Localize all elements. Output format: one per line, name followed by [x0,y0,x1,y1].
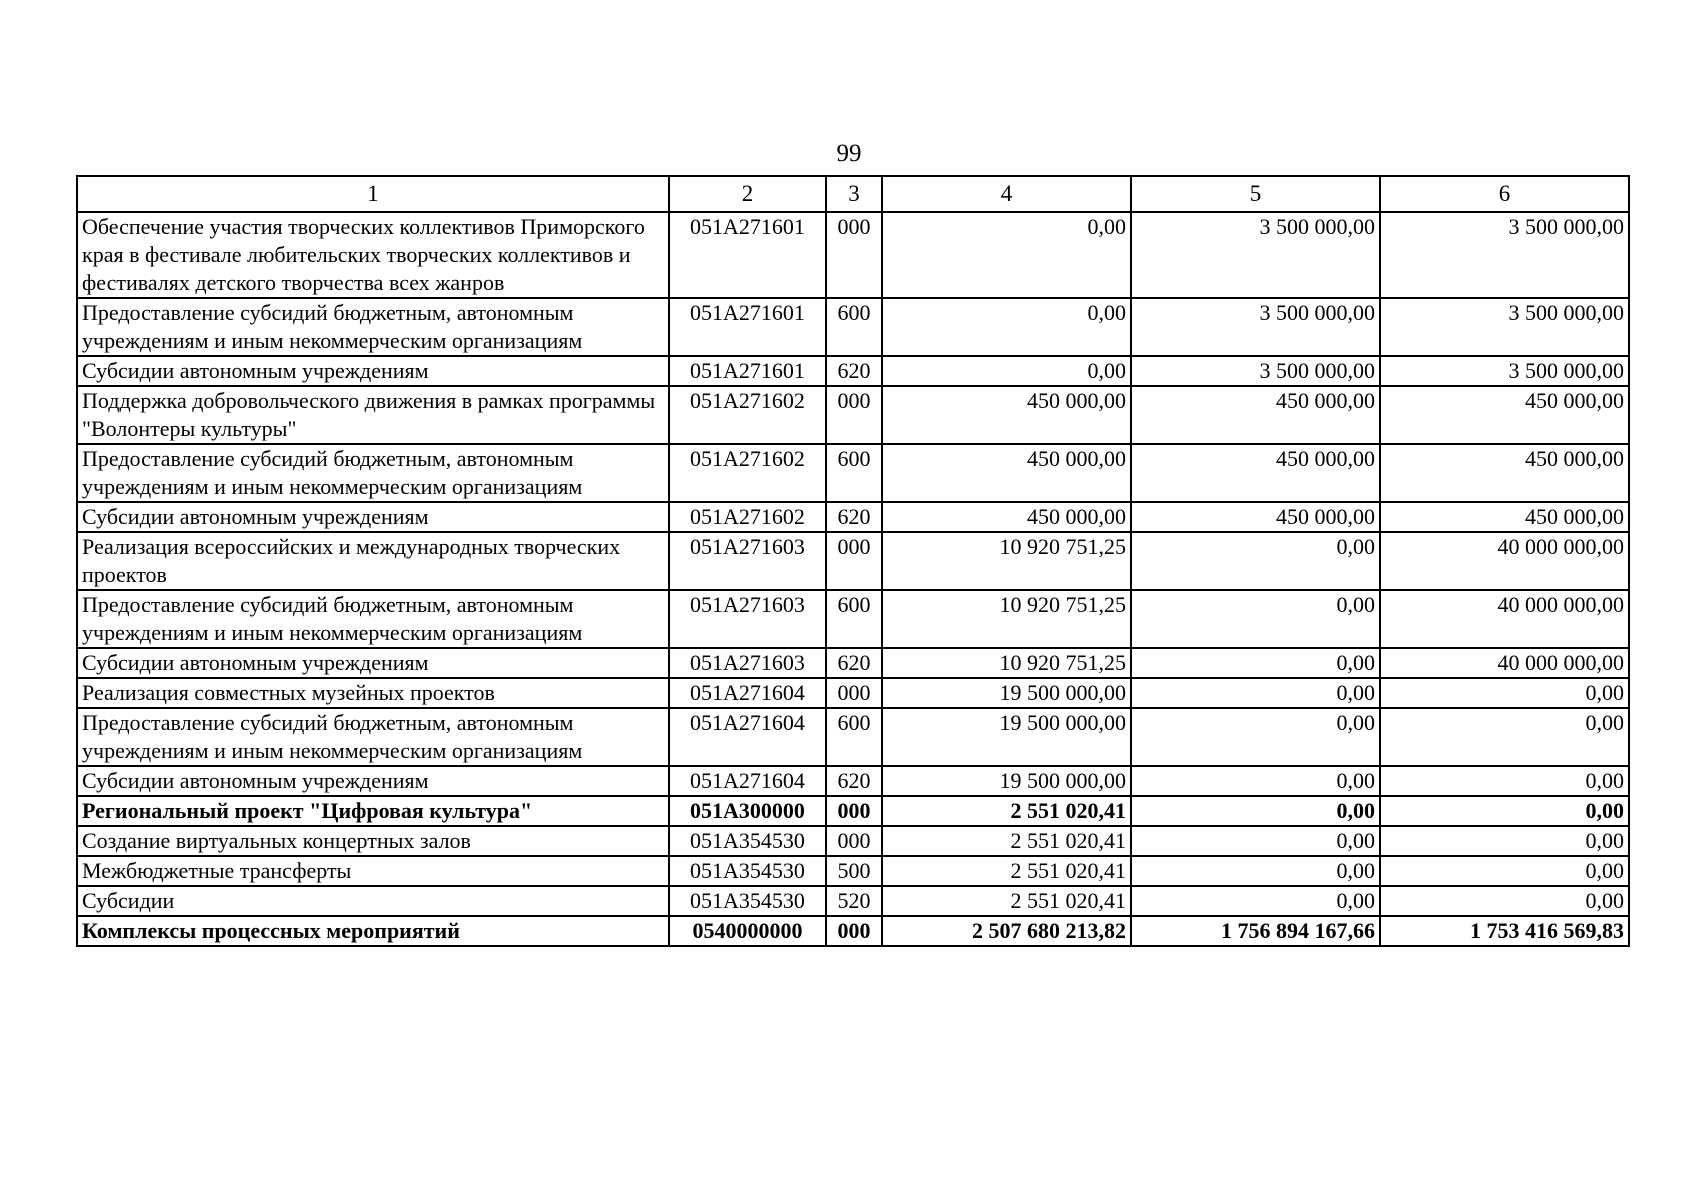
row-amount-col6-cell: 0,00 [1380,708,1629,766]
row-name-cell: Обеспечение участия творческих коллективов Приморского края в фестивале любительских творческих коллективов и фестивалях детского творчества всех жанров [77,212,669,298]
row-target-code-cell: 051A271601 [669,212,826,298]
row-name-cell: Субсидии автономным учреждениям [77,502,669,532]
row-amount-col5-cell: 450 000,00 [1131,502,1380,532]
row-expense-type-cell: 620 [826,648,882,678]
row-amount-col6-cell: 0,00 [1380,856,1629,886]
row-amount-col4-cell: 2 551 020,41 [882,886,1131,916]
row-target-code-cell: 051A354530 [669,826,826,856]
row-amount-col5-cell: 0,00 [1131,678,1380,708]
table-row [77,298,1629,356]
row-expense-type-cell: 600 [826,298,882,356]
row-amount-col5-cell: 0,00 [1131,856,1380,886]
row-amount-col6-cell: 40 000 000,00 [1380,532,1629,590]
row-name-cell: Комплексы процессных мероприятий [77,916,669,946]
table-row [77,532,1629,590]
table-row [77,386,1629,444]
row-expense-type-cell: 000 [826,532,882,590]
row-amount-col6-cell: 450 000,00 [1380,444,1629,502]
row-name-cell: Реализация всероссийских и международных творческих проектов [77,532,669,590]
row-name-cell: Субсидии автономным учреждениям [77,766,669,796]
table-row [77,826,1629,856]
budget-table [76,175,1630,947]
row-amount-col5-cell: 450 000,00 [1131,386,1380,444]
row-amount-col5-cell: 1 756 894 167,66 [1131,916,1380,946]
row-name-cell: Реализация совместных музейных проектов [77,678,669,708]
row-target-code-cell: 051A354530 [669,886,826,916]
row-amount-col6-cell: 3 500 000,00 [1380,212,1629,298]
row-amount-col5-cell: 3 500 000,00 [1131,212,1380,298]
row-amount-col4-cell: 0,00 [882,356,1131,386]
row-target-code-cell: 051A354530 [669,856,826,886]
row-amount-col4-cell: 19 500 000,00 [882,766,1131,796]
row-expense-type-cell: 000 [826,386,882,444]
row-amount-col6-cell: 0,00 [1380,826,1629,856]
row-target-code-cell: 051A271604 [669,766,826,796]
table-body [77,212,1629,946]
row-amount-col6-cell: 40 000 000,00 [1380,590,1629,648]
table-row [77,766,1629,796]
row-expense-type-cell: 600 [826,444,882,502]
row-expense-type-cell: 000 [826,796,882,826]
row-expense-type-cell: 600 [826,590,882,648]
page-number: 99 [836,140,862,167]
row-amount-col5-cell: 0,00 [1131,708,1380,766]
row-expense-type-cell: 600 [826,708,882,766]
row-amount-col4-cell: 0,00 [882,212,1131,298]
row-target-code-cell: 051A271604 [669,708,826,766]
row-expense-type-cell: 000 [826,826,882,856]
table-header-row [77,176,1629,212]
row-amount-col4-cell: 10 920 751,25 [882,648,1131,678]
table-row [77,708,1629,766]
row-amount-col4-cell: 19 500 000,00 [882,708,1131,766]
row-amount-col4-cell: 450 000,00 [882,502,1131,532]
column-header-6: 6 [1380,176,1629,212]
row-expense-type-cell: 000 [826,916,882,946]
row-target-code-cell: 051A271604 [669,678,826,708]
row-amount-col5-cell: 0,00 [1131,826,1380,856]
row-name-cell: Предоставление субсидий бюджетным, автономным учреждениям и иным некоммерческим организациям [77,298,669,356]
table-row [77,796,1629,826]
table-row [77,356,1629,386]
row-expense-type-cell: 500 [826,856,882,886]
row-amount-col6-cell: 3 500 000,00 [1380,298,1629,356]
row-expense-type-cell: 620 [826,502,882,532]
row-amount-col6-cell: 0,00 [1380,886,1629,916]
row-amount-col6-cell: 40 000 000,00 [1380,648,1629,678]
row-expense-type-cell: 520 [826,886,882,916]
column-header-2: 2 [669,176,826,212]
row-target-code-cell: 051A300000 [669,796,826,826]
table-row [77,856,1629,886]
row-name-cell: Предоставление субсидий бюджетным, автономным учреждениям и иным некоммерческим организациям [77,444,669,502]
table-row [77,502,1629,532]
row-amount-col5-cell: 0,00 [1131,886,1380,916]
row-amount-col6-cell: 450 000,00 [1380,502,1629,532]
row-target-code-cell: 051A271603 [669,532,826,590]
row-name-cell: Субсидии [77,886,669,916]
row-name-cell: Субсидии автономным учреждениям [77,648,669,678]
row-target-code-cell: 051A271602 [669,444,826,502]
row-target-code-cell: 0540000000 [669,916,826,946]
row-amount-col5-cell: 0,00 [1131,648,1380,678]
column-header-3: 3 [826,176,882,212]
row-amount-col4-cell: 2 507 680 213,82 [882,916,1131,946]
row-target-code-cell: 051A271603 [669,590,826,648]
row-name-cell: Региональный проект "Цифровая культура" [77,796,669,826]
row-amount-col5-cell: 3 500 000,00 [1131,356,1380,386]
row-amount-col4-cell: 2 551 020,41 [882,796,1131,826]
row-target-code-cell: 051A271602 [669,502,826,532]
table-row [77,678,1629,708]
row-amount-col4-cell: 10 920 751,25 [882,532,1131,590]
row-amount-col4-cell: 450 000,00 [882,444,1131,502]
row-amount-col6-cell: 0,00 [1380,766,1629,796]
table-row [77,648,1629,678]
column-header-5: 5 [1131,176,1380,212]
row-amount-col6-cell: 1 753 416 569,83 [1380,916,1629,946]
row-amount-col5-cell: 0,00 [1131,796,1380,826]
table-row [77,212,1629,298]
row-name-cell: Поддержка добровольческого движения в рамках программы "Волонтеры культуры" [77,386,669,444]
row-target-code-cell: 051A271601 [669,298,826,356]
row-amount-col5-cell: 450 000,00 [1131,444,1380,502]
row-amount-col4-cell: 2 551 020,41 [882,856,1131,886]
row-amount-col6-cell: 0,00 [1380,678,1629,708]
row-amount-col4-cell: 2 551 020,41 [882,826,1131,856]
row-name-cell: Создание виртуальных концертных залов [77,826,669,856]
table-row [77,590,1629,648]
row-expense-type-cell: 000 [826,212,882,298]
row-name-cell: Предоставление субсидий бюджетным, автономным учреждениям и иным некоммерческим организациям [77,708,669,766]
row-expense-type-cell: 620 [826,766,882,796]
row-amount-col4-cell: 0,00 [882,298,1131,356]
row-amount-col5-cell: 0,00 [1131,590,1380,648]
row-amount-col5-cell: 3 500 000,00 [1131,298,1380,356]
column-header-4: 4 [882,176,1131,212]
row-amount-col4-cell: 19 500 000,00 [882,678,1131,708]
column-header-1: 1 [77,176,669,212]
row-name-cell: Субсидии автономным учреждениям [77,356,669,386]
row-target-code-cell: 051A271602 [669,386,826,444]
row-amount-col5-cell: 0,00 [1131,532,1380,590]
row-amount-col5-cell: 0,00 [1131,766,1380,796]
row-amount-col4-cell: 10 920 751,25 [882,590,1131,648]
row-target-code-cell: 051A271603 [669,648,826,678]
table-row [77,886,1629,916]
row-expense-type-cell: 620 [826,356,882,386]
row-target-code-cell: 051A271601 [669,356,826,386]
row-amount-col6-cell: 450 000,00 [1380,386,1629,444]
row-name-cell: Межбюджетные трансферты [77,856,669,886]
row-amount-col6-cell: 3 500 000,00 [1380,356,1629,386]
table-row [77,444,1629,502]
row-name-cell: Предоставление субсидий бюджетным, автономным учреждениям и иным некоммерческим организациям [77,590,669,648]
table-row [77,916,1629,946]
row-amount-col4-cell: 450 000,00 [882,386,1131,444]
row-expense-type-cell: 000 [826,678,882,708]
row-amount-col6-cell: 0,00 [1380,796,1629,826]
